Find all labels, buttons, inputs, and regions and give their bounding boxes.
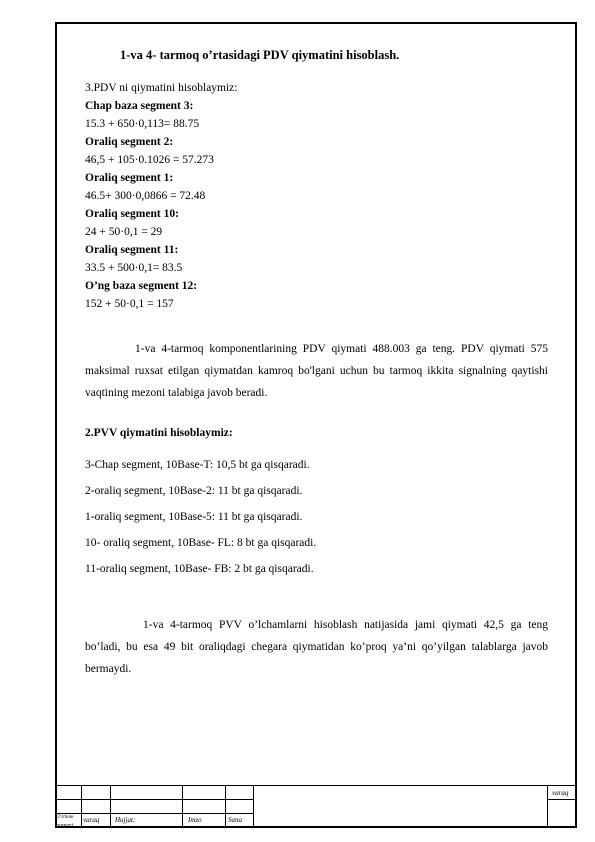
stamp-document-label: Hujjat: (115, 816, 136, 824)
pvv-heading: 2.PVV qiymatini hisoblaymiz: (85, 427, 233, 439)
intro-line: 3.PDV ni qiymatini hisoblaymiz: (85, 82, 238, 94)
title-block (55, 785, 577, 828)
pvv-item: 11-oraliq segment, 10Base- FB: 2 bt ga qisqaradi. (85, 563, 314, 575)
segment-calc: 46.5+ 300·0,0866 = 72.48 (85, 190, 206, 202)
segment-heading: Oraliq segment 11: (85, 244, 179, 256)
segment-heading: Oraliq segment 2: (85, 136, 174, 148)
stamp-signature-label: Imzo (188, 816, 202, 824)
stamp-date-label: Sana (228, 816, 242, 824)
stamp-number-label: nomeri (56, 823, 73, 829)
pvv-item: 10- oraliq segment, 10Base- FL: 8 bt ga qisqaradi. (85, 537, 317, 549)
pvv-item: 1-oraliq segment, 10Base-5: 11 bt ga qisqaradi. (85, 511, 303, 523)
segment-calc: 33.5 + 500·0,1= 83.5 (85, 262, 183, 274)
section-title: 1-va 4- tarmoq o’rtasidagi PDV qiymatini hisoblash. (120, 48, 400, 62)
pdv-conclusion: 1-va 4-tarmoq komponentlarining PDV qiymati 488.003 ga teng. PDV qiymati 575 maksimal ruxsat etilgan qiymatdan kamroq bo'lgani uchun bu tarmoq ikkita signalning qaytishi vaqtining mezoni talabiga javob beradi. (85, 343, 548, 399)
pvv-item: 2-oraliq segment, 10Base-2: 11 bt ga qisqaradi. (85, 485, 303, 497)
pvv-item: 3-Chap segment, 10Base-T: 10,5 bt ga qisqaradi. (85, 459, 310, 471)
segment-calc: 152 + 50·0,1 = 157 (85, 298, 174, 310)
segment-heading: O’ng baza segment 12: (85, 280, 198, 292)
stamp-sheet-label: varaq (83, 816, 100, 824)
segment-heading: Chap baza segment 3: (85, 100, 194, 112)
pvv-conclusion: 1-va 4-tarmoq PVV o’lchamlarni hisoblash natijasida jami qiymati 42,5 ga teng bo’ladi, bu esa 49 bit oraliqdagi chegara qiymatidan ko’proq ya’ni qo’yilgan talablarga javob bermaydi. (85, 619, 548, 675)
segment-calc: 24 + 50·0,1 = 29 (85, 226, 163, 238)
stamp-page-label: varaq (552, 789, 569, 797)
segment-calc: 46,5 + 105·0.1026 = 57.273 (85, 154, 214, 166)
stamp-change-label: O’lcham (56, 815, 74, 820)
segment-heading: Oraliq segment 10: (85, 208, 179, 220)
segment-calc: 15.3 + 650·0,113= 88.75 (85, 118, 200, 130)
segment-heading: Oraliq segment 1: (85, 172, 174, 184)
